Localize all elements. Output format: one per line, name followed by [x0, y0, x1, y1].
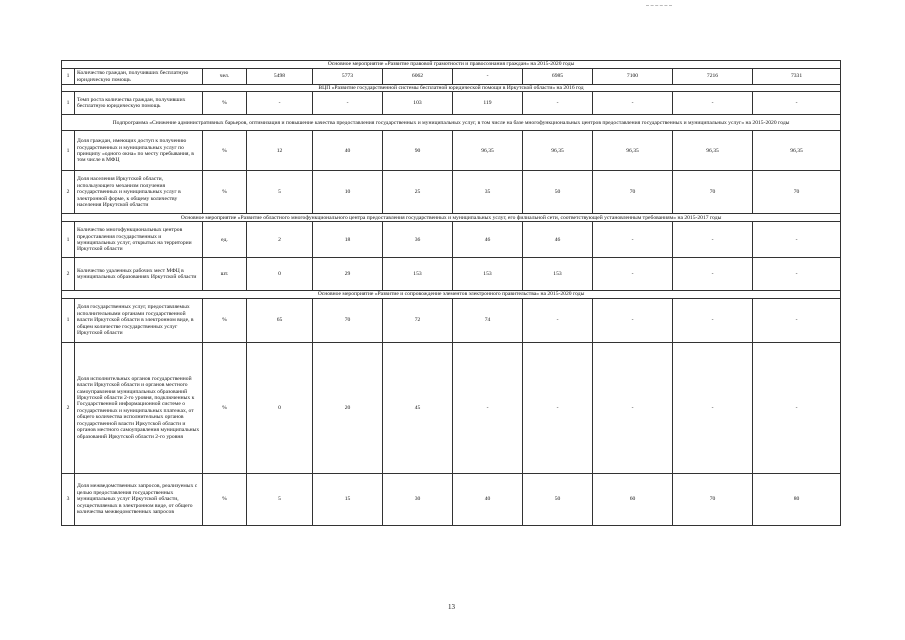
- value-cell: 18: [313, 222, 383, 258]
- section-title: Подпрограмма «Снижение административных барьеров, оптимизация и повышение качества предоставления государственных и муниципальных услуг, в том числе на базе многофункциональных центров предоставления государственных и муниципальных услуг» на 2015-2020 годы: [62, 115, 841, 131]
- indicator-name: Количество многофункциональных центров предоставления государственных и муниципальных услуг, открытых на территории Иркутской области: [75, 222, 203, 258]
- value-cell: 70: [313, 298, 383, 342]
- value-cell: -: [593, 258, 673, 291]
- value-cell: -: [753, 92, 841, 115]
- value-cell: 70: [673, 171, 753, 214]
- value-cell: -: [753, 342, 841, 473]
- section-header-row: [62, 291, 841, 298]
- value-cell: -: [523, 342, 593, 473]
- value-cell: 30: [383, 473, 453, 525]
- table-body: [62, 61, 841, 526]
- value-cell: -: [523, 298, 593, 342]
- value-cell: -: [673, 342, 753, 473]
- value-cell: 10: [313, 171, 383, 214]
- row-number: 1: [62, 298, 75, 342]
- value-cell: 96,35: [673, 131, 753, 171]
- table-row: [62, 69, 841, 85]
- section-header-row: [62, 115, 841, 131]
- table-row: [62, 342, 841, 473]
- value-cell: 70: [593, 171, 673, 214]
- table-row: [62, 222, 841, 258]
- value-cell: 65: [247, 298, 313, 342]
- indicator-name: Доля граждан, имеющих доступ к получению государственных и муниципальных услуг по принципу «одного окна» по месту пребывания, в том числе в МФЦ: [75, 131, 203, 171]
- value-cell: 119: [453, 92, 523, 115]
- indicator-name: Количество удаленных рабочих мест МФЦ в муниципальных образованиях Иркутской области: [75, 258, 203, 291]
- section-header-row: [62, 61, 841, 69]
- unit-cell: %: [203, 92, 247, 115]
- value-cell: -: [673, 92, 753, 115]
- value-cell: 96,35: [453, 131, 523, 171]
- value-cell: 2: [247, 222, 313, 258]
- value-cell: -: [523, 92, 593, 115]
- value-cell: 12: [247, 131, 313, 171]
- value-cell: 40: [453, 473, 523, 525]
- value-cell: 7216: [673, 69, 753, 85]
- row-number: 1: [62, 222, 75, 258]
- unit-cell: %: [203, 171, 247, 214]
- value-cell: 7331: [753, 69, 841, 85]
- value-cell: -: [453, 342, 523, 473]
- unit-cell: %: [203, 473, 247, 525]
- value-cell: 96,35: [593, 131, 673, 171]
- indicator-name: Количество граждан, получивших бесплатную юридическую помощь: [75, 69, 203, 85]
- section-header-row: [62, 214, 841, 222]
- unit-cell: %: [203, 298, 247, 342]
- value-cell: 0: [247, 342, 313, 473]
- value-cell: 0: [247, 258, 313, 291]
- value-cell: -: [673, 298, 753, 342]
- value-cell: 35: [453, 171, 523, 214]
- section-title: ВЦП «Развитие государственной системы бесплатной юридической помощи в Иркутской области» на 2016 год: [62, 85, 841, 92]
- page-number: 13: [448, 603, 455, 611]
- value-cell: 90: [383, 131, 453, 171]
- value-cell: 153: [523, 258, 593, 291]
- table-row: [62, 171, 841, 214]
- indicator-name: Темп роста количества граждан, получивших бесплатную юридическую помощь: [75, 92, 203, 115]
- row-number: 1: [62, 69, 75, 85]
- value-cell: -: [593, 342, 673, 473]
- value-cell: 80: [753, 473, 841, 525]
- value-cell: 50: [523, 171, 593, 214]
- row-number: 1: [62, 92, 75, 115]
- value-cell: 5: [247, 473, 313, 525]
- table-row: [62, 473, 841, 525]
- row-number: 1: [62, 131, 75, 171]
- value-cell: 72: [383, 298, 453, 342]
- value-cell: 15: [313, 473, 383, 525]
- value-cell: -: [593, 92, 673, 115]
- value-cell: 74: [453, 298, 523, 342]
- value-cell: -: [753, 298, 841, 342]
- value-cell: -: [753, 258, 841, 291]
- value-cell: 25: [383, 171, 453, 214]
- unit-cell: чел.: [203, 69, 247, 85]
- value-cell: 5: [247, 171, 313, 214]
- row-number: 3: [62, 473, 75, 525]
- value-cell: -: [593, 298, 673, 342]
- value-cell: 20: [313, 342, 383, 473]
- value-cell: -: [247, 92, 313, 115]
- table-row: [62, 258, 841, 291]
- value-cell: -: [673, 222, 753, 258]
- value-cell: 96,35: [523, 131, 593, 171]
- section-title: Основное мероприятие «Развитие и сопровождение элементов электронного правительства» на 2015-2020 годы: [62, 291, 841, 298]
- value-cell: 153: [453, 258, 523, 291]
- indicator-name: Доля государственных услуг, предоставляемых исполнительными органами государственной власти Иркутской области в электронном виде, в общем количестве государственных услуг Иркутской области: [75, 298, 203, 342]
- value-cell: 70: [753, 171, 841, 214]
- table-row: [62, 298, 841, 342]
- unit-cell: шт.: [203, 258, 247, 291]
- value-cell: 60: [593, 473, 673, 525]
- value-cell: -: [453, 69, 523, 85]
- section-header-row: [62, 85, 841, 92]
- value-cell: 96,35: [753, 131, 841, 171]
- indicator-name: Доля межведомственных запросов, реализуемых с целью предоставления государственных муниципальных услуг Иркутской области, осуществляемых в электронном виде, от общего количества межведомственных запросов: [75, 473, 203, 525]
- value-cell: 7100: [593, 69, 673, 85]
- section-title: Основное мероприятие «Развитие областного многофункционального центра предоставления государственных и муниципальных услуг, его филиальной сети, соответствующей установленным требованиям» на 2015-2017 годы: [62, 214, 841, 222]
- value-cell: 103: [383, 92, 453, 115]
- value-cell: -: [753, 222, 841, 258]
- value-cell: 36: [383, 222, 453, 258]
- value-cell: 6062: [383, 69, 453, 85]
- row-number: 2: [62, 342, 75, 473]
- value-cell: 40: [313, 131, 383, 171]
- indicator-name: Доля населения Иркутской области, использующего механизм получения государственных и муниципальных услуг в электронной форме, к общему количеству населения Иркутской области: [75, 171, 203, 214]
- value-cell: 46: [453, 222, 523, 258]
- value-cell: 153: [383, 258, 453, 291]
- unit-cell: %: [203, 131, 247, 171]
- value-cell: -: [313, 92, 383, 115]
- section-title: Основное мероприятие «Развитие правовой грамотности и правосознания граждан» на 2015-2020 годы: [62, 61, 841, 69]
- value-cell: 29: [313, 258, 383, 291]
- value-cell: 45: [383, 342, 453, 473]
- table-row: [62, 92, 841, 115]
- value-cell: 70: [673, 473, 753, 525]
- value-cell: 5773: [313, 69, 383, 85]
- table-row: [62, 131, 841, 171]
- row-number: 2: [62, 171, 75, 214]
- row-number: 2: [62, 258, 75, 291]
- unit-cell: %: [203, 342, 247, 473]
- value-cell: 6985: [523, 69, 593, 85]
- value-cell: -: [593, 222, 673, 258]
- unit-cell: ед.: [203, 222, 247, 258]
- indicators-table: [61, 60, 841, 526]
- value-cell: 46: [523, 222, 593, 258]
- scan-artifact-line: [646, 5, 672, 6]
- value-cell: -: [673, 258, 753, 291]
- value-cell: 50: [523, 473, 593, 525]
- value-cell: 5498: [247, 69, 313, 85]
- indicator-name: Доля исполнительных органов государственной власти Иркутской области и органов местного самоуправления муниципальных образований Иркутской области 2-го уровня, подключенных к Государственной информационной системе о государственных и муниципальных платежах, от общего количества исполнительных органов государственной власти Иркутской области и органов местного самоуправления муниципальных образований Иркутской области 2-го уровня: [75, 342, 203, 473]
